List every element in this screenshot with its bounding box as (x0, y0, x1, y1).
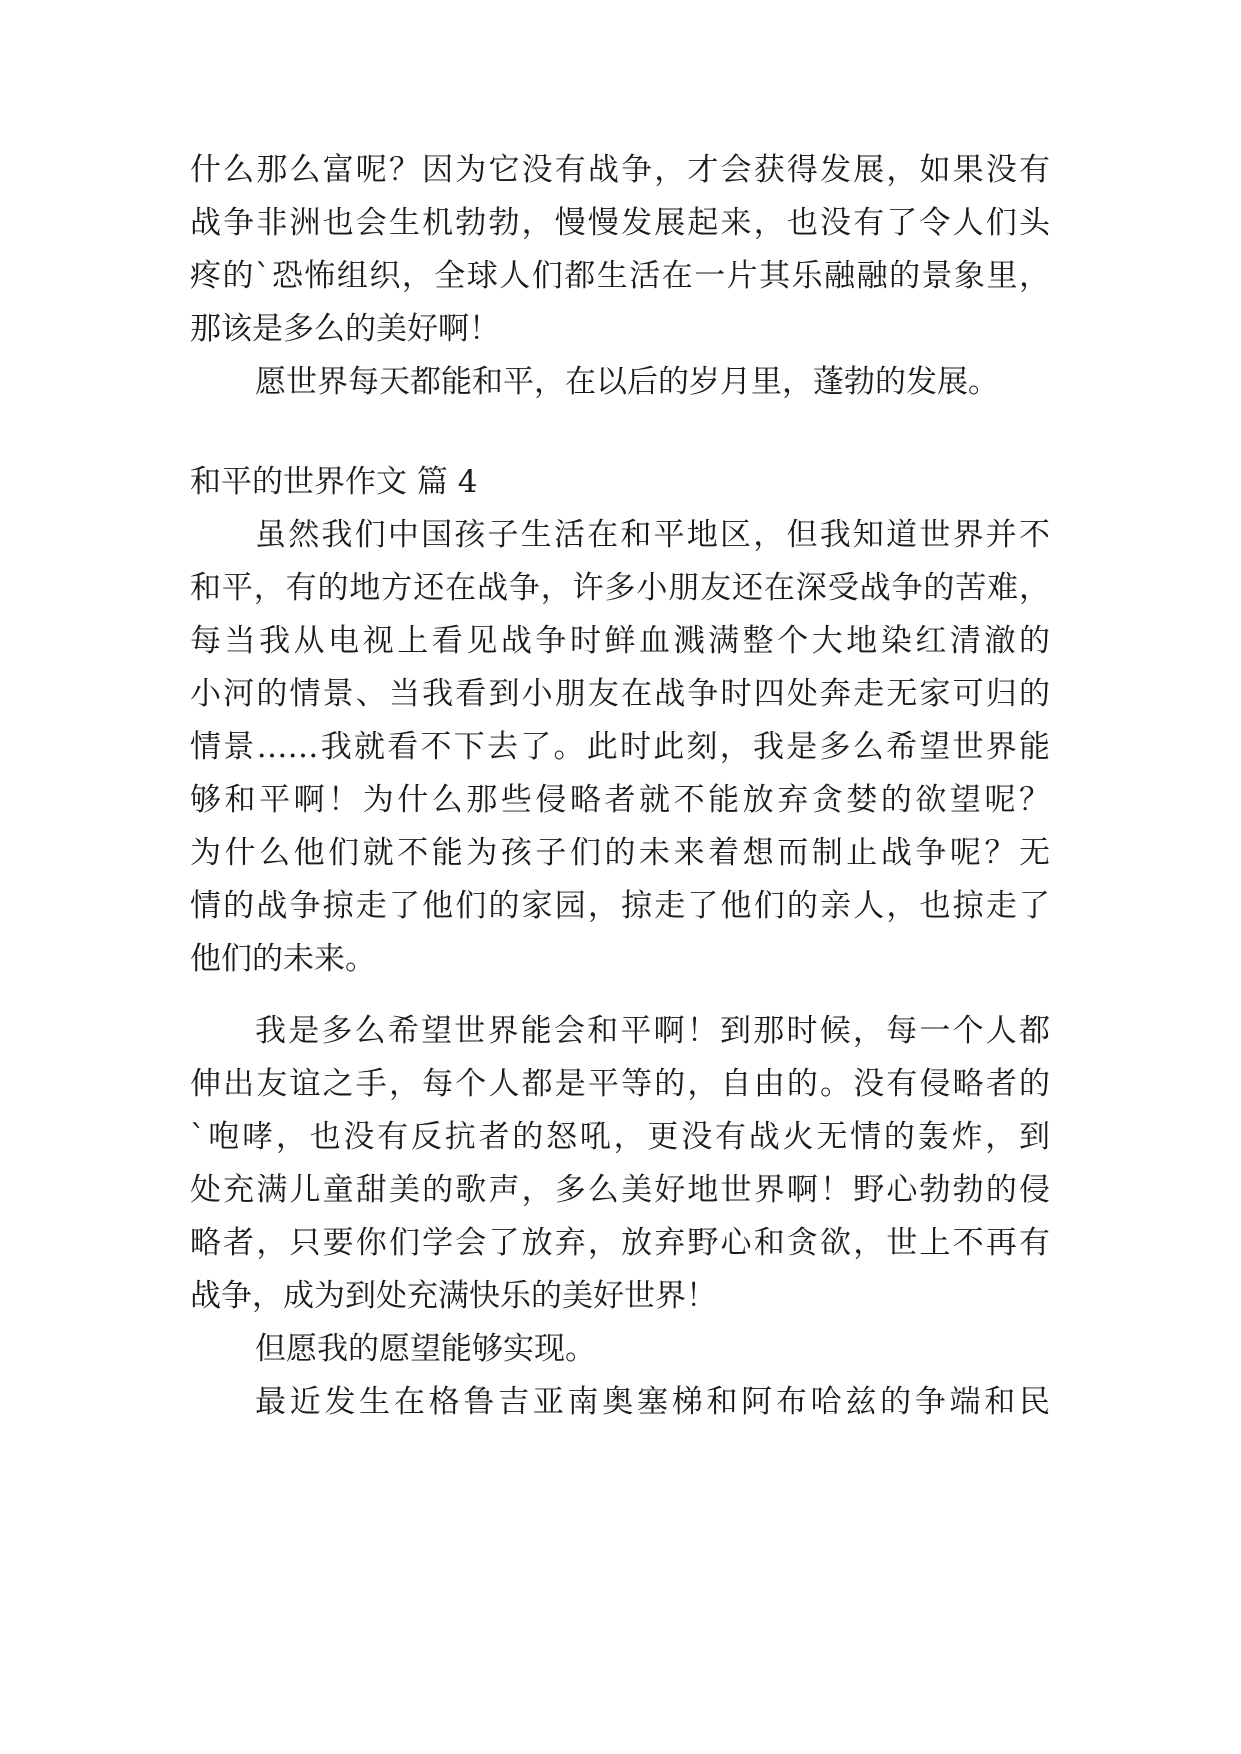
paragraph-line: 伸出友谊之手，每个人都是平等的，自由的。没有侵略者的 (190, 1066, 1050, 1102)
paragraph-line: 他们的未来。 (190, 941, 376, 977)
paragraph-line: 那该是多么的美好啊！ (190, 311, 500, 347)
paragraph-line: 疼的`恐怖组织，全球人们都生活在一片其乐融融的景象里， (190, 258, 1050, 294)
paragraph-line: 情的战争掠走了他们的家园，掠走了他们的亲人，也掠走了 (190, 888, 1050, 924)
paragraph-line: 为什么他们就不能为孩子们的未来着想而制止战争呢？无 (190, 835, 1050, 871)
paragraph-line: 处充满儿童甜美的歌声，多么美好地世界啊！野心勃勃的侵 (190, 1172, 1050, 1208)
paragraph-line: 略者，只要你们学会了放弃，放弃野心和贪欲，世上不再有 (190, 1225, 1050, 1261)
paragraph-line: 我是多么希望世界能会和平啊！到那时候，每一个人都 (255, 1013, 1050, 1049)
paragraph-line: 最近发生在格鲁吉亚南奥塞梯和阿布哈兹的争端和民 (255, 1384, 1050, 1420)
paragraph-line: 愿世界每天都能和平，在以后的岁月里，蓬勃的发展。 (255, 364, 999, 400)
paragraph-line: `咆哮，也没有反抗者的怒吼，更没有战火无情的轰炸，到 (190, 1119, 1050, 1155)
paragraph-line: 战争非洲也会生机勃勃，慢慢发展起来，也没有了令人们头 (190, 205, 1050, 241)
paragraph-line: 虽然我们中国孩子生活在和平地区，但我知道世界并不 (255, 517, 1050, 553)
paragraph-line: 情景……我就看不下去了。此时此刻，我是多么希望世界能 (190, 729, 1050, 765)
paragraph-line: 每当我从电视上看见战争时鲜血溅满整个大地染红清澈的 (190, 623, 1050, 659)
section-heading: 和平的世界作文 篇 4 (190, 464, 478, 500)
paragraph-line: 什么那么富呢？因为它没有战争，才会获得发展，如果没有 (190, 152, 1050, 188)
paragraph-line: 但愿我的愿望能够实现。 (255, 1331, 596, 1367)
paragraph-line: 小河的情景、当我看到小朋友在战争时四处奔走无家可归的 (190, 676, 1050, 712)
paragraph-line: 够和平啊！为什么那些侵略者就不能放弃贪婪的欲望呢？ (190, 782, 1050, 818)
paragraph-line: 和平，有的地方还在战争，许多小朋友还在深受战争的苦难， (190, 570, 1050, 606)
paragraph-line: 战争，成为到处充满快乐的美好世界！ (190, 1278, 717, 1314)
